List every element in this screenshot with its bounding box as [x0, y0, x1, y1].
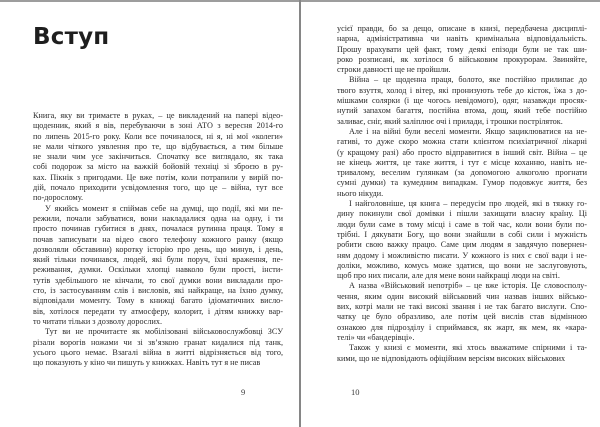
text-line: дозволяли обставини) коротку історію про день, що минув, і день,: [33, 244, 283, 254]
text-line: нутий запахом багаття, постійна втома, дощ, який тебе постійно: [337, 106, 587, 116]
text-line: Прошу врахувати цей факт, тому деякі епізоди були не так ши-: [337, 44, 587, 54]
text-line: то читати тільки з дозволу дорослих.: [33, 316, 162, 326]
paragraph: [337, 343, 587, 364]
text-line: по липень 2015-го року. Коли все починалося, ні я, ні мої «колеги»: [33, 131, 283, 141]
text-line: заливає, сніг, який заліплює очі і прилади, і трошки постріляток.: [337, 116, 563, 126]
page-divider: [299, 0, 301, 427]
text-line: не мали чіткого уявлення про те, що відбувається, а тим більше: [33, 141, 283, 151]
paragraph: [337, 75, 587, 126]
text-line: трібні. І дякувати Богу, що вони знайшли в собі сили і мужність: [337, 229, 587, 239]
text-line: робити свою важку працю. Саме цим людям я завдячую повернен-: [337, 240, 587, 250]
paragraph: [337, 199, 587, 281]
text-line: режили, почали забуватися, вони накладалися одна на одну, і ти: [33, 213, 283, 223]
text-line: щоденник, який я вів, перебуваючи в зоні АТО з вересня 2014-го: [33, 121, 283, 131]
text-line: телі» чи «бандерівці».: [337, 332, 415, 342]
text-line: твого взуття, холод і вітер, які пронизують тебе до кісток, їжа з до-: [337, 85, 587, 95]
text-line: дій, почало приходити усвідомлення того, що це – війна, тут все: [33, 183, 283, 193]
text-line: тривалому, веселим гулянкам (за допомогою алкоголю прогнати: [337, 168, 587, 178]
text-line: Але і на війні були веселі моменти. Якщо зациклюватися на не-: [349, 126, 587, 136]
text-line: тутів здебільшого не кінчали, то свої думки вони викладали про-: [33, 275, 283, 285]
text-line: сто, із застосуванням слів і висловів, які найкраще, на їхню думку,: [33, 286, 283, 296]
text-line: щоб про них писали, але для мене вони найкращі люди на світі.: [337, 271, 560, 281]
text-line: вів, хотілося передати ту атмосферу, колорит, і дітям книжку вар-: [33, 306, 283, 316]
paragraph: [33, 327, 283, 368]
text-line: не знали чим усе закінчиться. Спочатку все виглядало, як така: [33, 152, 283, 162]
text-line: люди були саме в тому місці і саме в той час, коли вони були по-: [337, 219, 587, 229]
text-line: відповідали моменту. Тому в книжці багато ідіоматичних висло-: [33, 296, 283, 306]
text-line: собі подорож за місто на важкій бойовій техніці зі зброєю в ру-: [33, 162, 283, 172]
paragraph: [33, 111, 283, 204]
text-line: усього цього немає. Взагалі війна в житті відрізняється від того,: [33, 347, 283, 357]
text-line: по-дорослому.: [33, 193, 84, 203]
right-page-text: [337, 24, 587, 364]
text-line: усієї правди, бо за дещо, описане в книзі, передбачена дисциплі-: [337, 24, 587, 33]
text-line: ням додому і можливістю писати. У кожного із них є свої вади і не-: [337, 250, 587, 260]
paragraph: [33, 204, 283, 328]
text-line: У якийсь момент я спіймав себе на думці, що події, які ми пе-: [45, 203, 283, 213]
text-line: чатку це було образливо, але потім цей вислів став відмінною: [337, 312, 587, 322]
text-line: доліки, можливо, комусь може здатися, що вони не заслуговують,: [337, 260, 587, 270]
text-line: гативі, то дуже скоро можна стати клієнтом психіатричної лікарні: [337, 137, 587, 147]
text-line: почав записувати на відео свого телефону кожного ранку (якщо: [33, 234, 283, 244]
text-line: чення, яким один високий військовий чин назвав інших військо-: [337, 291, 587, 301]
text-line: І найголовніше, ця книга – передусім про людей, які в тяжку го-: [349, 199, 587, 209]
text-line: Також у книзі є моменти, які хтось вважатиме спірними і та-: [349, 343, 587, 353]
text-line: кими, що не відповідають офіційним версіям високих військових: [337, 353, 566, 363]
text-line: (у кращому разі) або просто відправитися в інший світ. Війна – це: [337, 147, 587, 157]
text-line: ках. Пікнік з пригодами. Це вже потім, коли потрапили у вирій по-: [33, 172, 283, 182]
paragraph: [337, 281, 587, 343]
paragraph: [337, 127, 587, 199]
text-line: що показують у кіно чи пишуть у книжках. Навіть тут я не писав: [33, 358, 261, 368]
text-line: дину покинули свої домівки і пішли захищати власну країну. Ці: [337, 209, 587, 219]
text-line: нього нікуди.: [337, 188, 384, 198]
left-page-number: 9: [241, 387, 246, 397]
text-line: Книга, яку ви тримаєте в руках, – це викладений на папері відео-: [33, 111, 283, 120]
text-line: строки давності ще не пройшли.: [337, 65, 451, 75]
right-page-number: 10: [351, 387, 360, 397]
paragraph: [337, 24, 587, 75]
text-line: Війна – це щоденна праця, болото, яке постійно прилипає до: [349, 75, 587, 85]
text-line: реживання, думки. Оскільки хлопці навколо були прості, інсти-: [33, 265, 283, 275]
chapter-title: Вступ: [33, 24, 110, 50]
text-line: Тут ви не прочитаєте як мобілізовані військовослужбовці ЗСУ: [45, 327, 283, 337]
text-line: просто починав губитися в днях, почалася рутинна праця. Тому я: [33, 224, 283, 234]
text-line: роко розписані, як хотілося б військовим прокурорам. Звиняйте,: [337, 54, 587, 64]
text-line: сумні думки) та кумедним випадкам. Гумор подовжує життя, без: [337, 178, 587, 188]
left-page-text: [33, 111, 283, 368]
text-line: нарна, адміністративна чи навіть кримінальна відповідальність.: [337, 34, 587, 44]
text-line: не кінець життя, це таке життя, і тут є місце коханню, навіть не-: [337, 157, 587, 167]
text-line: А назва «Військовий непотріб» – це вже історія. Це словосполу-: [349, 281, 587, 291]
text-line: який тільки починався, людей, які були поруч, їхні враження, пе-: [33, 255, 283, 265]
text-line: ознакою для підрозділу і сприймався, як жарт, як мем, як «кара-: [337, 322, 587, 332]
text-line: вих, котрі мали не такі високі звання і не так багато вислуги. Спо-: [337, 302, 587, 312]
text-line: мішками солярки (і ще чогось невідомого), одяг, назавжди просяк-: [337, 96, 587, 106]
text-line: різали ворогів ножами чи зі зв’язкою гранат кидалися під танк,: [33, 337, 283, 347]
